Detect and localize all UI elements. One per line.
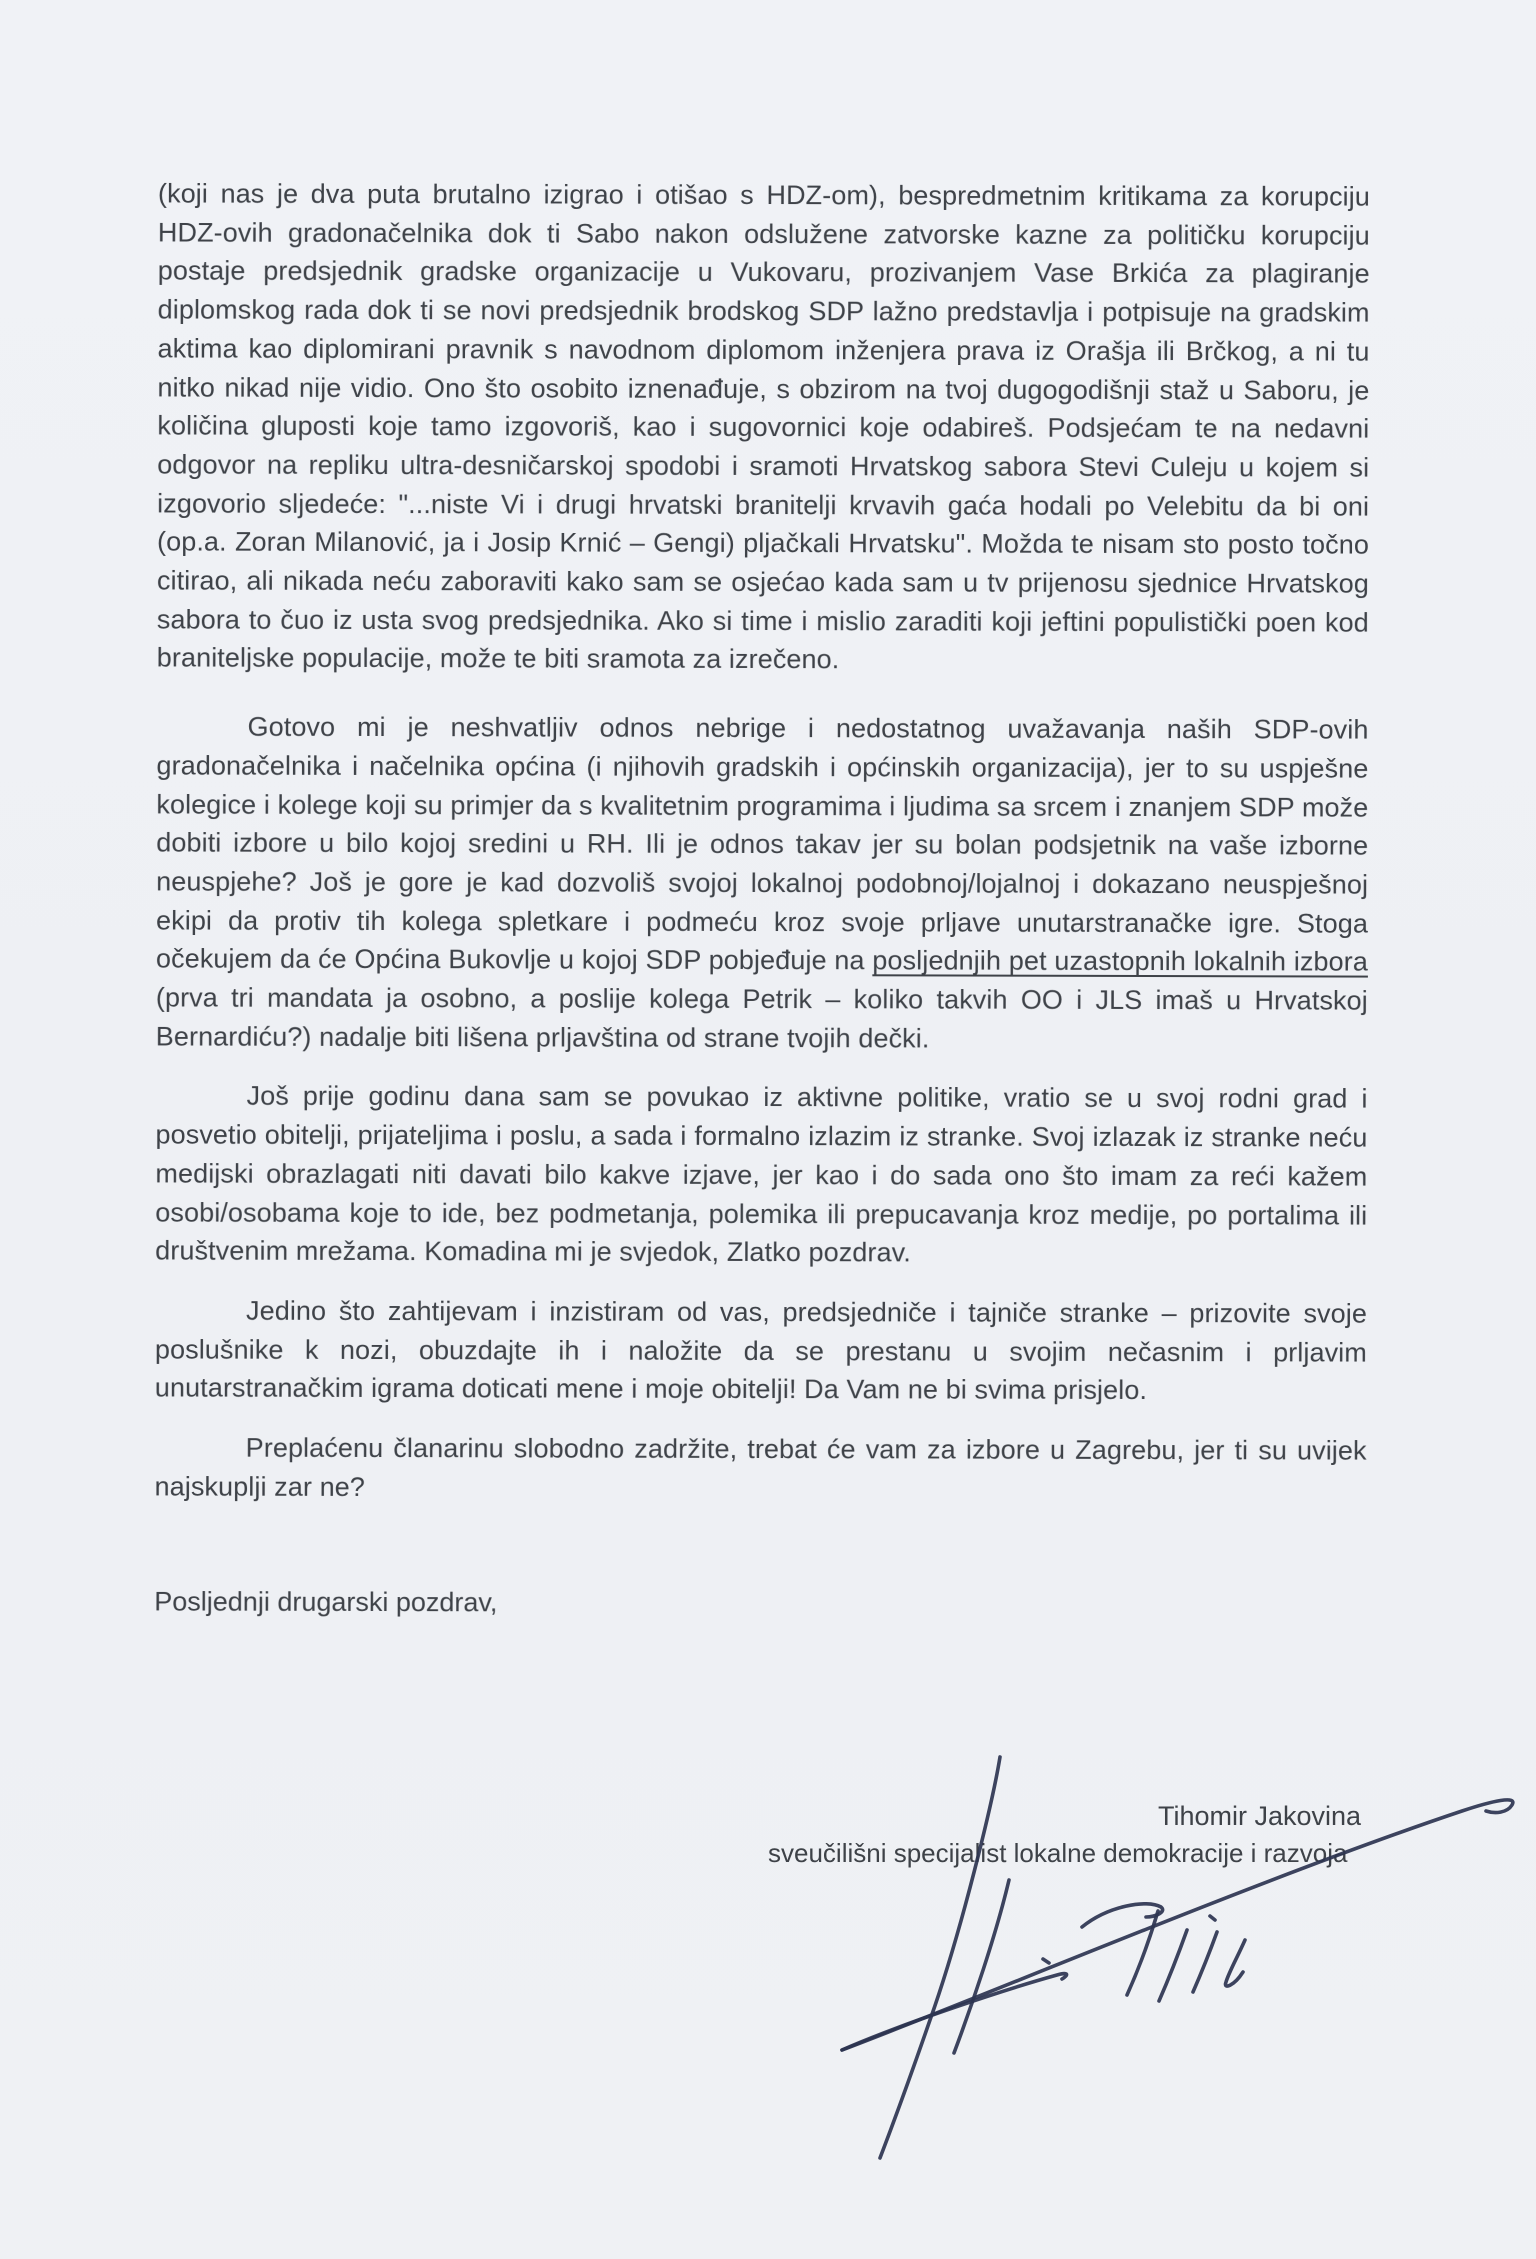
letter-paragraph-1: (koji nas je dva puta brutalno izigrao i otišao s HDZ-om), bespredmetnim kritikama za korupciju HDZ-ovih gradonačelnika dok ti Sabo nakon odslužene zatvorske kazne za političku korupciju postaje predsjednik gradske organizacije u Vukovaru, prozivanjem Vase Brkića za plagiranje diplomskog rada dok ti se novi predsjednik brodskog SDP lažno predstavlja i potpisuje na gradskim aktima kao diplomirani pravnik s navodnom diplomom inženjera prava iz Orašja ili Brčkog, a ni tu nitko nikad nije vidio. Ono što osobito iznenađuje, s obzirom na tvoj dugogodišnji staž u Saboru, je količina gluposti koje tamo izgovoriš, kao i sugovornici koje odabireš. Podsjećam te na nedavni odgovor na repliku ultra-desničarskoj spodobi i sramoti Hrvatskog sabora Stevi Culeju u kojem si izgovorio sljedeće: "...niste Vi i drugi hrvatski branitelji krvavih gaća hodali po Velebitu da bi oni (op.a. Zoran Milanović, ja i Josip Krnić – Gengi) pljačkali Hrvatsku". Možda te nisam sto posto točno citirao, ali nikada neću zaboraviti kako sam se osjećao kada sam u tv prijenosu sjednice Hrvatskog sabora to čuo iz usta svog predsjednika. Ako si time i mislio zaraditi koji jeftini populistički poen kod braniteljske populacije, može te biti sramota za izrečeno. (156, 178, 1370, 675)
underlined-phrase: posljednjih pet uzastopnih lokalnih izbora (872, 945, 1368, 977)
pen-stroke (1193, 1932, 1217, 1992)
closing-line: Posljednji drugarski pozdrav, (154, 1585, 498, 1617)
pen-stroke (1082, 1904, 1163, 1927)
paragraph-2-text-before: Gotovo mi je neshvatljiv odnos nebrige i nedostatnog uvažavanja naših SDP-ovih gradonačelnika i načelnika općina (i njihovih gradskih i općinskih organizacija), jer to su uspješne kolegice i kolege koji su primjer da s kvalitetnim programima i ljudima sa srcem i znanjem SDP može dobiti izbore u bilo kojoj sredini u RH. Ili je odnos takav jer su bolan podsjetnik na vaše izborne neuspjehe? Još je gore je kad dozvoliš svojoj lokalnoj podobnoj/lojalnoj i dokazano neuspješnoj ekipi da protiv tih kolega spletkare i podmeću kroz svoje prljave unutarstranačke igre. Stoga očekujem da će Općina Bukovlje u kojoj SDP pobjeđuje na (155, 711, 1369, 976)
pen-stroke (842, 1974, 1067, 2050)
letter-paragraph-3: Još prije godinu dana sam se povukao iz aktivne politike, vratio se u svoj rodni grad i posvetio obitelji, prijateljima i poslu, a sada i formalno izlazim iz stranke. Svoj izlazak iz stranke neću medijski obrazlagati niti davati bilo kakve izjave, jer kao i do sada ono što imam za reći kažem osobi/osobama koje to ide, bez podmetanja, polemika ili prepucavanja kroz medije, po portalima ili društvenim mrežama. Komadina mi je svjedok, Zlatko pozdrav. (155, 1081, 1368, 1268)
letter-body (154, 174, 1370, 1623)
pen-stroke (1210, 1916, 1215, 1920)
signature-name: Tihomir Jakovina (1158, 1801, 1362, 1831)
pen-stroke (1043, 1959, 1049, 1963)
letter-paragraph-2 (156, 708, 1369, 1059)
pen-stroke (880, 1757, 1000, 2158)
paragraph-2-text-after: (prva tri mandata ja osobno, a poslije kolega Petrik – koliko takvih OO i JLS imaš u Hrvatskoj Bernardiću?) nadalje biti lišena prljavština od strane tvojih dečki. (155, 982, 1368, 1054)
signature-title: sveučilišni specijalist lokalne demokracije i razvoja (768, 1838, 1348, 1868)
pen-stroke (954, 1880, 1009, 2053)
letter-paragraph-5: Preplaćenu članarinu slobodno zadržite, trebat će vam za izbore u Zagrebu, jer ti su uvijek najskuplji zar ne? (154, 1432, 1367, 1502)
pen-stroke (1127, 1911, 1158, 1995)
pen-stroke (1225, 1940, 1245, 1986)
pen-stroke (1159, 1930, 1187, 2001)
letter-paragraph-4: Jedino što zahtijevam i inzistiram od vas, predsjedniče i tajniče stranke – prizovite svoje poslušnike k nozi, obuzdajte ih i naložite da se prestanu u svojim nečasnim i prljavim unutarstranačkim igrama doticati mene i moje obitelji! Da Vam ne bi svima prisjelo. (154, 1295, 1368, 1406)
